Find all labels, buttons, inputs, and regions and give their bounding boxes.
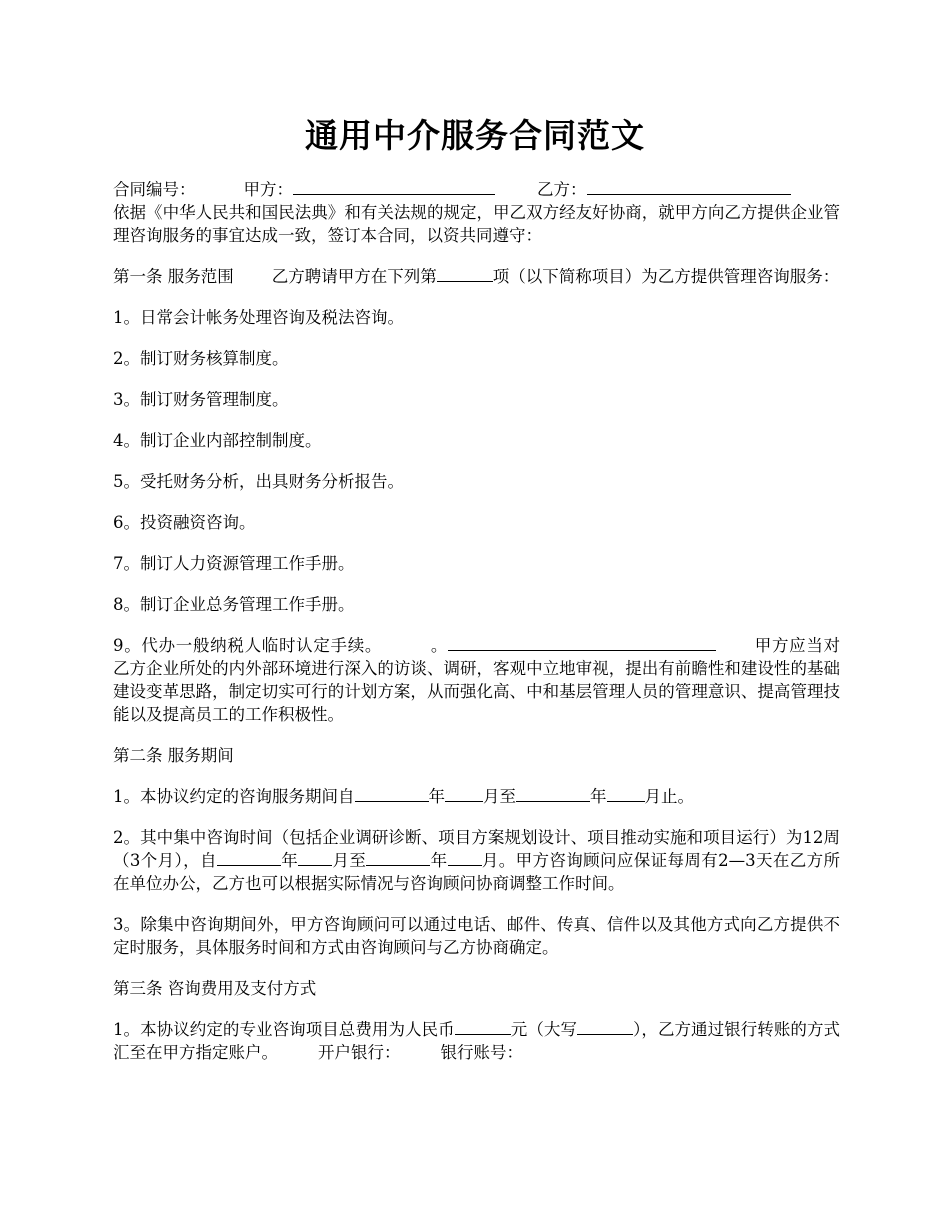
fee-text: 1。本协议约定的专业咨询项目总费用为人民币 — [113, 1020, 455, 1039]
party-b-blank — [587, 178, 791, 195]
document-body — [113, 178, 840, 1064]
article-1-paragraph — [113, 265, 840, 288]
month-to-label: 月至 — [483, 787, 516, 806]
fee-amount-blank — [455, 1018, 511, 1035]
article-2-paragraph-2 — [113, 826, 840, 895]
item-9-paragraph — [113, 634, 840, 726]
list-item: 4。制订企业内部控制制度。 — [113, 431, 322, 450]
end-year-blank — [516, 785, 590, 802]
party-b-label: 乙方： — [537, 180, 587, 199]
document-title: 通用中介服务合同范文 — [305, 116, 645, 155]
item-9-blank — [448, 634, 716, 651]
article-3-paragraph-1 — [113, 1018, 840, 1064]
month-end-label: 月止。 — [644, 787, 694, 806]
fee-capital-blank — [577, 1018, 633, 1035]
month-to-label: 月至 — [332, 851, 367, 870]
item-9-text-a: 9。代办一般纳税人临时认定手续。 — [113, 636, 383, 655]
focus-end-year-blank — [366, 849, 430, 866]
list-item: 7。制订人力资源管理工作手册。 — [113, 554, 355, 573]
focus-start-month-blank — [298, 849, 332, 866]
start-month-blank — [445, 785, 483, 802]
year-label: 年 — [430, 851, 448, 870]
article-1-text-b: 项（以下简称项目）为乙方提供管理咨询服务： — [492, 267, 840, 286]
intro-paragraph: 依据《中华人民共和国民法典》和有关法规的规定，甲乙双方经友好协商，就甲方向乙方提供企业管理咨询服务的事宜达成一致，签订本合同，以资共同遵守： — [113, 203, 840, 245]
list-item: 8。制订企业总务管理工作手册。 — [113, 595, 355, 614]
fee-capital-label: 元（大写 — [510, 1020, 578, 1039]
focus-period-rest: 月。甲方咨询顾问应保证每周有2—3天在乙方所在单位办公，乙方也可以根据实际情况与咨询顾问协商调整工作时间。 — [113, 851, 840, 893]
list-item: 6。投资融资咨询。 — [113, 513, 256, 532]
focus-period-text: 2。其中集中咨询时间（包括企业调研诊断、项目方案规划设计、项目推动实施和项目运行）为12周（3个月），自 — [113, 828, 840, 870]
end-month-blank — [607, 785, 645, 802]
year-label: 年 — [590, 787, 607, 806]
item-9-text-b: 。 — [430, 636, 449, 655]
service-period-text: 1。本协议约定的咨询服务期间自 — [113, 787, 355, 806]
year-label: 年 — [428, 787, 445, 806]
focus-end-month-blank — [448, 849, 482, 866]
article-2-paragraph-3: 3。除集中咨询期间外，甲方咨询顾问可以通过电话、邮件、传真、信件以及其他方式向乙方提供不定时服务，具体服务时间和方式由咨询顾问与乙方协商确定。 — [113, 915, 840, 957]
list-item: 5。受托财务分析，出具财务分析报告。 — [113, 472, 404, 491]
list-item: 1。日常会计帐务处理咨询及税法咨询。 — [113, 308, 404, 327]
article-3-heading: 第三条 咨询费用及支付方式 — [113, 979, 317, 998]
party-a-blank — [293, 178, 495, 195]
list-item: 2。制订财务核算制度。 — [113, 349, 289, 368]
bank-label: 开户银行： — [318, 1043, 401, 1062]
list-item: 3。制订财务管理制度。 — [113, 390, 289, 409]
party-a-label: 甲方： — [243, 180, 293, 199]
year-label: 年 — [280, 851, 299, 870]
item-9-text-c: 甲方应当对乙方企业所处的内外部环境进行深入的访谈、调研，客观中立地审视，提出有前瞻性和建设性的基础建设变革思路，制定切实可行的计划方案，从而强化高、中和基层管理人员的管理意识、提高管理技能以及提高员工的工作积极性。 — [113, 636, 841, 724]
item-number-blank — [437, 265, 493, 282]
account-label: 银行账号： — [440, 1043, 523, 1062]
fee-transfer-text: ），乙方通过银行转账的方式汇至在甲方指定账户。 — [113, 1020, 841, 1062]
contract-header-line — [113, 178, 840, 201]
article-1-text-a: 乙方聘请甲方在下列第 — [271, 267, 437, 286]
focus-start-year-blank — [217, 849, 281, 866]
start-year-blank — [355, 785, 429, 802]
article-2-heading: 第二条 服务期间 — [113, 746, 234, 765]
article-1-heading: 第一条 服务范围 — [113, 267, 234, 286]
contract-no-label: 合同编号： — [113, 180, 196, 199]
article-2-paragraph-1 — [113, 785, 840, 808]
